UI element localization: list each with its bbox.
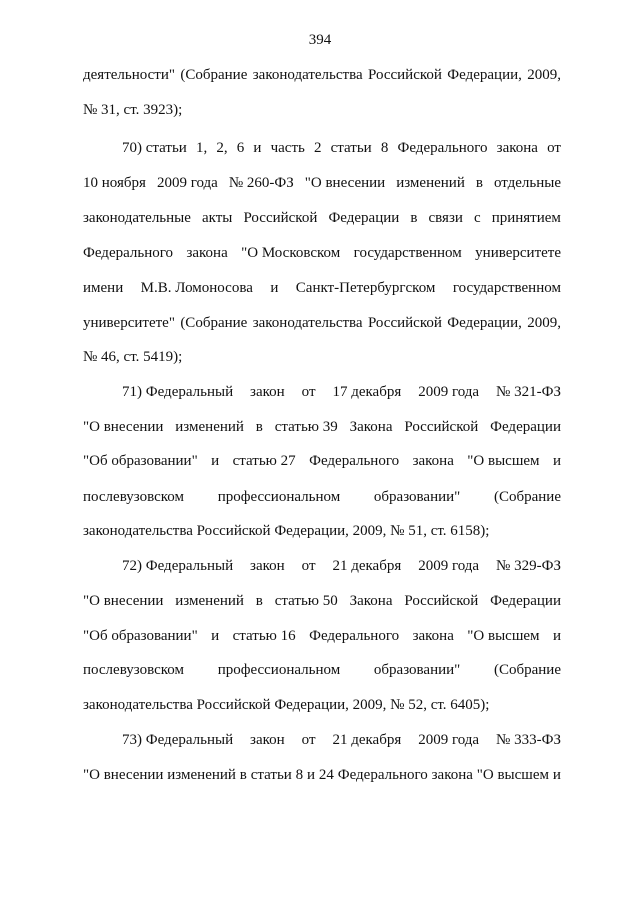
word: закона <box>186 245 228 261</box>
text-line-17 <box>83 627 561 645</box>
word: (Собрание <box>493 489 561 505</box>
text-line-18 <box>83 661 561 679</box>
word: и <box>552 767 561 783</box>
word: Российской <box>367 315 442 331</box>
word: 24 <box>318 767 334 783</box>
page-number: 394 <box>308 32 332 48</box>
word: в <box>255 419 263 435</box>
word: "О высшем <box>476 767 549 783</box>
text-line-8 <box>83 314 561 332</box>
word: Российской <box>404 593 479 609</box>
word: закона <box>431 767 473 783</box>
word: Федерального <box>337 767 428 783</box>
word: "О внесении <box>304 175 386 191</box>
text-line-4 <box>83 174 561 192</box>
word: и <box>552 453 561 469</box>
word: с <box>473 210 481 226</box>
word: 10 ноября <box>83 175 146 191</box>
word: закона <box>412 628 454 644</box>
word: закон <box>250 384 285 400</box>
word: 73) Федеральный <box>122 732 234 748</box>
word: 2, <box>216 140 228 156</box>
word: в <box>255 593 263 609</box>
word: статьи <box>250 767 292 783</box>
word: закона <box>496 140 538 156</box>
word: (Собрание <box>493 662 561 678</box>
word: 2009 года <box>418 384 480 400</box>
word: изменений <box>167 767 236 783</box>
word: Закона <box>349 419 393 435</box>
word: от <box>547 140 561 156</box>
word: "О высшем <box>467 628 540 644</box>
word: М.В. Ломоносова <box>140 280 253 296</box>
word: послевузовском <box>83 662 184 678</box>
word: Федерации <box>490 593 561 609</box>
text-line-16 <box>83 592 561 610</box>
text-line-20 <box>122 731 561 749</box>
word: в <box>239 767 247 783</box>
word: статью 50 <box>274 593 338 609</box>
word: 2009, <box>527 67 561 83</box>
text-line-6 <box>83 244 561 262</box>
word: "О внесении <box>83 419 164 435</box>
word: статьи <box>330 140 372 156</box>
word: "Об образовании" <box>83 628 198 644</box>
text-line-21 <box>83 766 561 784</box>
word: акты <box>201 210 233 226</box>
word: Закона <box>349 593 393 609</box>
word: Российской <box>404 419 479 435</box>
word: "О высшем <box>467 453 540 469</box>
word: университете <box>475 245 561 261</box>
word: Федерального <box>309 453 400 469</box>
word: Федерации, <box>447 67 522 83</box>
word: (Собрание <box>180 315 248 331</box>
word: и <box>270 280 279 296</box>
word: статью 27 <box>232 453 296 469</box>
text-line-9: № 46, ст. 5419); <box>83 349 183 365</box>
word: Федерального <box>83 245 174 261</box>
word: Федерации <box>328 210 400 226</box>
text-line-15 <box>122 557 561 575</box>
word: закона <box>412 453 454 469</box>
word: № 260-ФЗ <box>228 175 294 191</box>
word: 72) Федеральный <box>122 558 234 574</box>
word: (Собрание <box>180 67 248 83</box>
word: закон <box>250 732 285 748</box>
word: и <box>253 140 262 156</box>
text-line-14: законодательства Российской Федерации, 2009, № 51, ст. 6158); <box>83 523 490 539</box>
text-line-1 <box>83 66 561 84</box>
word: закон <box>250 558 285 574</box>
word: статью 39 <box>274 419 338 435</box>
word: 6 <box>236 140 245 156</box>
word: изменений <box>396 175 465 191</box>
word: 8 <box>295 767 304 783</box>
word: Федерации <box>490 419 561 435</box>
word: 21 декабря <box>332 558 402 574</box>
word: профессиональном <box>217 662 341 678</box>
word: образовании" <box>373 489 461 505</box>
word: "О внесении <box>83 593 164 609</box>
word: от <box>301 732 316 748</box>
word: № 333-ФЗ <box>496 732 561 748</box>
word: статью 16 <box>232 628 296 644</box>
word: и <box>552 628 561 644</box>
word: 2009 года <box>156 175 218 191</box>
text-line-10 <box>122 383 561 401</box>
word: законодательные <box>83 210 191 226</box>
word: законодательства <box>252 315 363 331</box>
word: 8 <box>380 140 389 156</box>
word: и <box>307 767 316 783</box>
word: государственном <box>452 280 561 296</box>
word: Федерального <box>309 628 400 644</box>
word: Федерации, <box>447 315 522 331</box>
word: и <box>211 453 220 469</box>
word: деятельности" <box>83 67 175 83</box>
word: Санкт-Петербургском <box>295 280 436 296</box>
word: Федерального <box>397 140 488 156</box>
word: от <box>301 384 316 400</box>
word: в <box>475 175 483 191</box>
word: 2009 года <box>418 558 480 574</box>
word: 70) статьи <box>122 140 187 156</box>
text-line-2: № 31, ст. 3923); <box>83 102 183 118</box>
word: имени <box>83 280 124 296</box>
word: в <box>410 210 418 226</box>
word: 1, <box>195 140 208 156</box>
word: государственном <box>353 245 462 261</box>
word: "О внесении <box>83 767 164 783</box>
text-line-19: законодательства Российской Федерации, 2009, № 52, ст. 6405); <box>83 697 490 713</box>
word: послевузовском <box>83 489 184 505</box>
word: и <box>211 628 220 644</box>
text-line-7 <box>83 279 561 297</box>
word: № 329-ФЗ <box>496 558 561 574</box>
text-line-11 <box>83 418 561 436</box>
word: профессиональном <box>217 489 341 505</box>
word: 71) Федеральный <box>122 384 234 400</box>
word: законодательства <box>252 67 363 83</box>
word: 2009 года <box>418 732 480 748</box>
word: Российской <box>243 210 318 226</box>
word: 2 <box>313 140 322 156</box>
word: "О Московском <box>241 245 341 261</box>
word: университете" <box>83 315 175 331</box>
word: изменений <box>175 419 244 435</box>
word: образовании" <box>373 662 461 678</box>
word: № 321-ФЗ <box>496 384 561 400</box>
word: 17 декабря <box>332 384 402 400</box>
word: 2009, <box>527 315 561 331</box>
word: от <box>301 558 316 574</box>
word: часть <box>270 140 305 156</box>
word: изменений <box>175 593 244 609</box>
text-line-3 <box>122 139 561 157</box>
text-line-13 <box>83 488 561 506</box>
word: связи <box>428 210 463 226</box>
word: "Об образовании" <box>83 453 198 469</box>
word: 21 декабря <box>332 732 402 748</box>
word: отдельные <box>493 175 561 191</box>
text-line-12 <box>83 452 561 470</box>
text-line-5 <box>83 209 561 227</box>
word: Российской <box>368 67 442 83</box>
word: принятием <box>491 210 561 226</box>
